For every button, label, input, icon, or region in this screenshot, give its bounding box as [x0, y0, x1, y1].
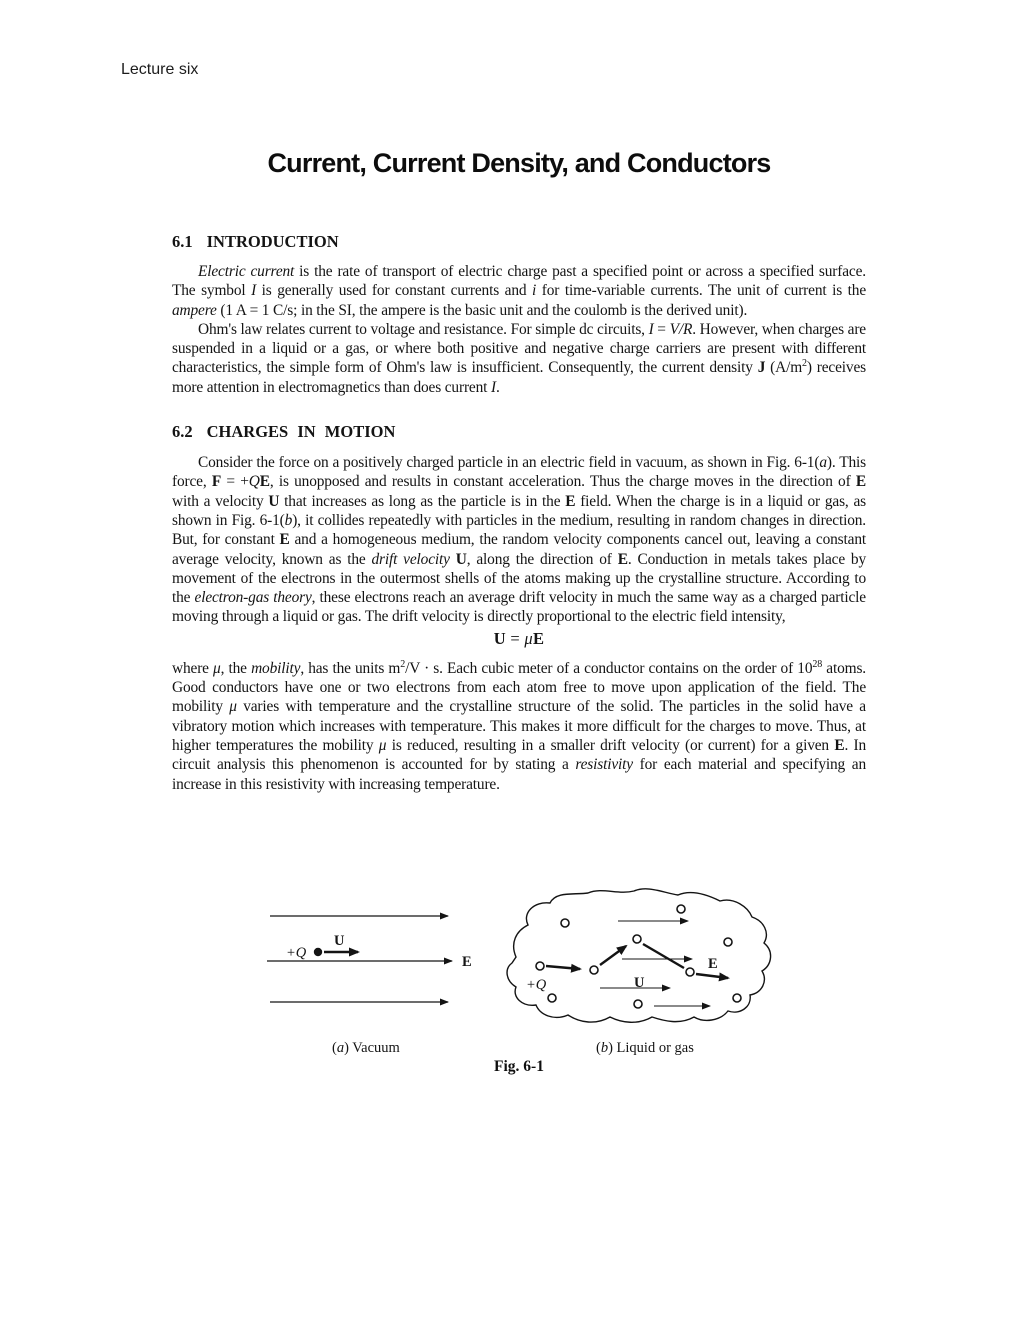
section-heading-6-1 — [172, 233, 866, 250]
lecture-label: Lecture six — [121, 61, 199, 78]
section-number: 6.1 — [172, 232, 193, 251]
field-label: E — [462, 954, 472, 970]
particle-circle — [724, 938, 732, 946]
particle-circle — [548, 994, 556, 1002]
figure-number-label: Fig. 6-1 — [494, 1058, 544, 1075]
caption-liquid-gas: (b) Liquid or gas — [596, 1040, 694, 1056]
section-title: CHARGES IN MOTION — [206, 422, 396, 442]
section-introduction — [172, 233, 866, 397]
title-block — [172, 148, 866, 179]
velocity-label: U — [634, 975, 645, 991]
section-number: 6.2 — [172, 422, 193, 442]
medium-blob-outline — [507, 889, 771, 1022]
particle-circle — [634, 1000, 642, 1008]
equation-drift-velocity: U = μE — [493, 628, 545, 648]
paragraph-electric-current: Electric current is the rate of transport of electric charge past a specified point or across a specified surface. The symbol I is generally used for constant currents and i for time-variable currents. The unit of current is the ampere (1 A = 1 C/s; in the SI, the ampere is the basic unit and the coulomb is the derived unit). — [172, 263, 867, 319]
velocity-label: U — [334, 933, 345, 949]
particle-circle — [733, 994, 741, 1002]
zigzag-segment-arrow — [600, 946, 626, 965]
charge-label: +Q — [286, 945, 307, 961]
paragraph-mobility: where μ, the mobility, has the units $m^2/V \cdot s$. Each cubic meter of a conductor contains on the order of $10^{28}$ atoms. Good conductors have one or two electrons from each atom free to move upon application of the field. The mobility μ varies with temperature and the crystalline structure of the solid. The particles in the solid have a vibratory motion which increases with temperature. This makes it more difficult for the charges to move. Thus, at higher temperatures the mobility μ is reduced, resulting in a smaller drift velocity (or current) for a given E. In circuit analysis this phenomenon is accounted for by stating a resistivity for each material and specifying an increase in this resistivity with increasing temperature. — [172, 658, 866, 793]
path-node-circle — [633, 935, 641, 943]
page-title: Current, Current Density, and Conductors — [267, 148, 771, 178]
figure-6-1 — [250, 885, 790, 1035]
zigzag-segment — [643, 944, 684, 968]
caption-vacuum: (a) Vacuum — [332, 1040, 400, 1056]
charge-particle-dot — [314, 948, 322, 956]
medium-diagram — [507, 889, 771, 1022]
section-heading-6-2 — [172, 423, 866, 440]
section-title: INTRODUCTION — [206, 232, 339, 251]
path-node-circle — [686, 968, 694, 976]
field-label: E — [708, 956, 718, 972]
charge-label: +Q — [526, 977, 547, 993]
zigzag-segment-arrow — [696, 974, 728, 978]
particle-circle — [677, 905, 685, 913]
section-charges-in-motion — [172, 423, 866, 627]
path-node-circle — [590, 966, 598, 974]
text-column — [172, 233, 866, 794]
paragraph-charged-particle: Consider the force on a positively charged particle in an electric field in vacuum, as shown in Fig. 6-1(a). This force, F = +QE, is unopposed and results in constant acceleration. Thus the charge moves in the direction of E with a velocity U that increases as long as the particle is in the E field. When the charge is in a liquid or gas, as shown in Fig. 6-1(b), it collides repeatedly with particles in the medium, resulting in random changes in direction. But, for constant E and a homogeneous medium, the random velocity components cancel out, leaving a constant average velocity, known as the drift velocity U, along the direction of E. Conduction in metals takes place by movement of the electrons in the outermost shells of the atoms making up the crystalline structure. According to the electron-gas theory, these electrons reach an average drift velocity in much the same way as a charged particle moving through a liquid or gas. The drift velocity is directly proportional to the electric field intensity, — [172, 454, 867, 626]
particle-circle — [561, 919, 569, 927]
path-node-circle — [536, 962, 544, 970]
paragraph-ohms-law: Ohm's law relates current to voltage and resistance. For simple dc circuits, I = V/R. However, when charges are suspended in a liquid or a gas, or where both positive and negative charge carriers are present with different characteristics, the simple form of Ohm's law is insufficient. Consequently, the current density J $(A/m^2)$ receives more attention in electromagnetics than does current I. — [172, 320, 866, 396]
zigzag-segment-arrow — [546, 966, 580, 969]
